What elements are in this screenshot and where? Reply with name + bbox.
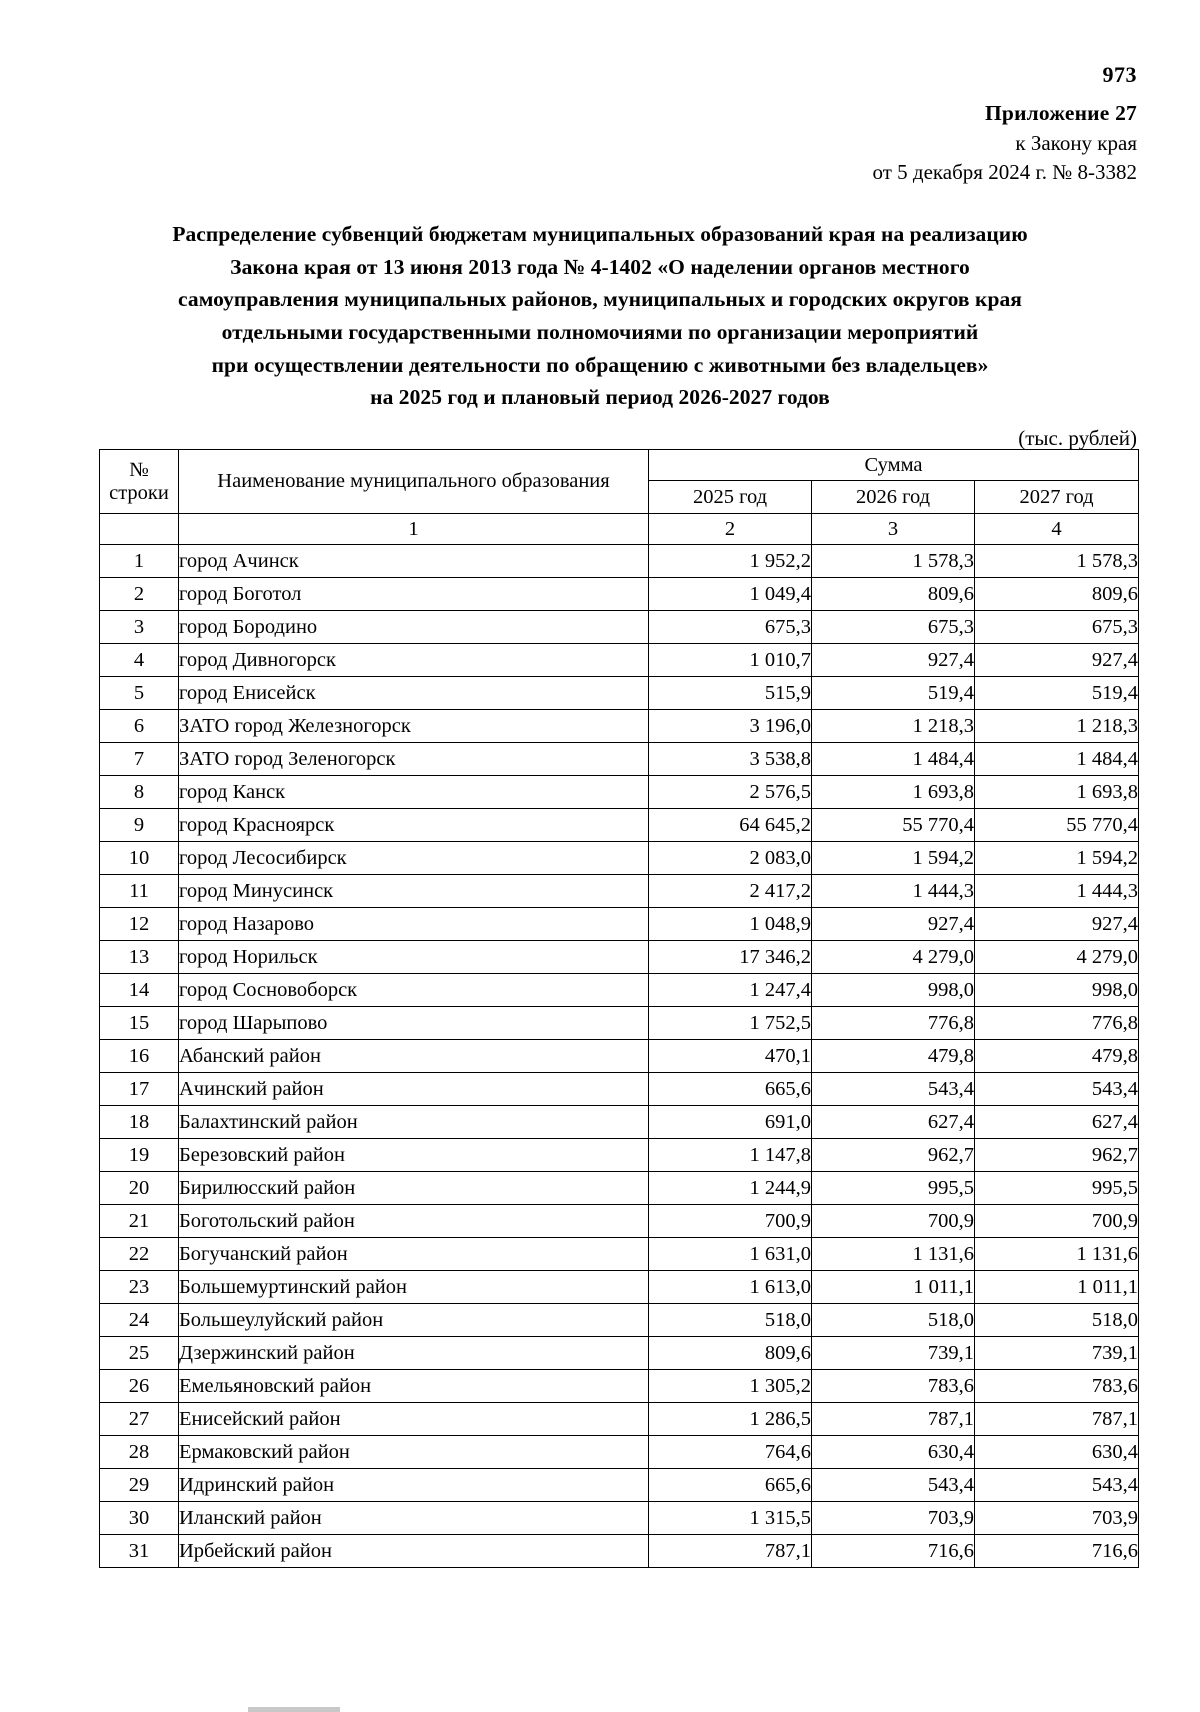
- amount-2027: 809,6: [975, 578, 1139, 611]
- title-line-4: отдельными государственными полномочиями по организации мероприятий: [221, 320, 979, 345]
- row-number: 29: [100, 1469, 179, 1502]
- table-row: [100, 578, 1139, 611]
- column-number-2026: 3: [812, 514, 975, 545]
- table-row: [100, 1370, 1139, 1403]
- page-number: 973: [1102, 62, 1137, 87]
- amount-2026: 1 578,3: [812, 545, 975, 578]
- amount-2026: 962,7: [812, 1139, 975, 1172]
- amount-2026: 787,1: [812, 1403, 975, 1436]
- municipality-name: Балахтинский район: [179, 1106, 649, 1139]
- amount-2026: 1 011,1: [812, 1271, 975, 1304]
- column-number-blank: [100, 514, 179, 545]
- amount-2027: 776,8: [975, 1007, 1139, 1040]
- amount-2027: 739,1: [975, 1337, 1139, 1370]
- municipality-name: город Назарово: [179, 908, 649, 941]
- amount-2026: 543,4: [812, 1073, 975, 1106]
- amount-2027: 1 693,8: [975, 776, 1139, 809]
- amount-2027: 1 594,2: [975, 842, 1139, 875]
- table-row: [100, 1436, 1139, 1469]
- amount-2027: 1 131,6: [975, 1238, 1139, 1271]
- table-row: [100, 1238, 1139, 1271]
- table-row: [100, 1337, 1139, 1370]
- amount-2027: 1 218,3: [975, 710, 1139, 743]
- row-number: 7: [100, 743, 179, 776]
- amount-2027: 703,9: [975, 1502, 1139, 1535]
- municipality-name: Идринский район: [179, 1469, 649, 1502]
- row-number: 4: [100, 644, 179, 677]
- municipality-name: город Ачинск: [179, 545, 649, 578]
- scan-artifact: [248, 1707, 340, 1712]
- amount-2026: 703,9: [812, 1502, 975, 1535]
- amount-2025: 1 631,0: [649, 1238, 812, 1271]
- row-number: 16: [100, 1040, 179, 1073]
- amount-2025: 1 315,5: [649, 1502, 812, 1535]
- table-row: [100, 1469, 1139, 1502]
- amount-2025: 17 346,2: [649, 941, 812, 974]
- municipality-name: город Минусинск: [179, 875, 649, 908]
- row-number: 28: [100, 1436, 179, 1469]
- amount-2026: 927,4: [812, 644, 975, 677]
- units-note: (тыс. рублей): [1018, 426, 1137, 450]
- page-title: [100, 218, 1100, 414]
- amount-2026: 995,5: [812, 1172, 975, 1205]
- column-number-2027: 4: [975, 514, 1139, 545]
- amount-2026: 479,8: [812, 1040, 975, 1073]
- amount-2026: 700,9: [812, 1205, 975, 1238]
- municipality-name: город Сосновоборск: [179, 974, 649, 1007]
- title-line-1: Распределение субвенций бюджетам муниципальных образований края на реализацию: [172, 222, 1028, 246]
- table-row: [100, 1172, 1139, 1205]
- header-row-number: [100, 450, 179, 514]
- table-row: [100, 1205, 1139, 1238]
- row-number: 8: [100, 776, 179, 809]
- amount-2026: 783,6: [812, 1370, 975, 1403]
- amount-2026: 739,1: [812, 1337, 975, 1370]
- row-number: 5: [100, 677, 179, 710]
- amount-2025: 1 952,2: [649, 545, 812, 578]
- municipality-name: Ермаковский район: [179, 1436, 649, 1469]
- municipality-name: город Красноярск: [179, 809, 649, 842]
- row-number: 21: [100, 1205, 179, 1238]
- table-row: [100, 1073, 1139, 1106]
- amount-2025: 675,3: [649, 611, 812, 644]
- table-row: [100, 941, 1139, 974]
- municipality-name: Ачинский район: [179, 1073, 649, 1106]
- amount-2027: 962,7: [975, 1139, 1139, 1172]
- table-row: [100, 743, 1139, 776]
- amount-2027: 55 770,4: [975, 809, 1139, 842]
- amount-2026: 675,3: [812, 611, 975, 644]
- amount-2025: 1 049,4: [649, 578, 812, 611]
- amount-2025: 518,0: [649, 1304, 812, 1337]
- amount-2027: 543,4: [975, 1073, 1139, 1106]
- amount-2026: 1 131,6: [812, 1238, 975, 1271]
- amount-2025: 1 752,5: [649, 1007, 812, 1040]
- row-number: 14: [100, 974, 179, 1007]
- amount-2027: 1 578,3: [975, 545, 1139, 578]
- table-row: [100, 710, 1139, 743]
- amount-2027: 1 444,3: [975, 875, 1139, 908]
- header-sum: Сумма: [649, 450, 1139, 481]
- amount-2026: 998,0: [812, 974, 975, 1007]
- row-number: 30: [100, 1502, 179, 1535]
- table-row: [100, 1403, 1139, 1436]
- table-row: [100, 809, 1139, 842]
- row-number: 20: [100, 1172, 179, 1205]
- header-year-2025: 2025 год: [649, 481, 812, 514]
- municipality-name: город Шарыпово: [179, 1007, 649, 1040]
- municipality-name: город Лесосибирск: [179, 842, 649, 875]
- municipality-name: Дзержинский район: [179, 1337, 649, 1370]
- amount-2027: 479,8: [975, 1040, 1139, 1073]
- row-number: 11: [100, 875, 179, 908]
- amount-2026: 627,4: [812, 1106, 975, 1139]
- row-number: 23: [100, 1271, 179, 1304]
- amount-2025: 1 010,7: [649, 644, 812, 677]
- municipality-name: ЗАТО город Железногорск: [179, 710, 649, 743]
- table-row: [100, 677, 1139, 710]
- title-line-6: на 2025 год и плановый период 2026-2027 годов: [370, 385, 830, 410]
- column-number-2025: 2: [649, 514, 812, 545]
- amount-2027: 1 484,4: [975, 743, 1139, 776]
- amount-2025: 3 196,0: [649, 710, 812, 743]
- amount-2026: 1 444,3: [812, 875, 975, 908]
- amount-2025: 764,6: [649, 1436, 812, 1469]
- row-number: 18: [100, 1106, 179, 1139]
- amount-2027: 543,4: [975, 1469, 1139, 1502]
- table-row: [100, 1007, 1139, 1040]
- amount-2025: 665,6: [649, 1073, 812, 1106]
- column-number-name: 1: [179, 514, 649, 545]
- municipality-name: Богучанский район: [179, 1238, 649, 1271]
- header-row-number-line1: №: [129, 458, 149, 481]
- amount-2025: 1 286,5: [649, 1403, 812, 1436]
- table-row: [100, 1139, 1139, 1172]
- amount-2025: 515,9: [649, 677, 812, 710]
- amount-2026: 4 279,0: [812, 941, 975, 974]
- amount-2026: 1 693,8: [812, 776, 975, 809]
- municipality-name: город Норильск: [179, 941, 649, 974]
- table-row: [100, 1502, 1139, 1535]
- amount-2026: 776,8: [812, 1007, 975, 1040]
- amount-2025: 700,9: [649, 1205, 812, 1238]
- row-number: 26: [100, 1370, 179, 1403]
- amount-2025: 2 576,5: [649, 776, 812, 809]
- title-line-2: Закона края от 13 июня 2013 года № 4-1402 «О наделении органов местного: [230, 254, 970, 279]
- law-date-label: от 5 декабря 2024 г. № 8-3382: [872, 160, 1137, 185]
- amount-2025: 64 645,2: [649, 809, 812, 842]
- amount-2025: 1 147,8: [649, 1139, 812, 1172]
- amount-2026: 518,0: [812, 1304, 975, 1337]
- column-number-row: [100, 514, 1139, 545]
- municipality-name: Абанский район: [179, 1040, 649, 1073]
- amount-2027: 4 279,0: [975, 941, 1139, 974]
- row-number: 6: [100, 710, 179, 743]
- header-year-2027: 2027 год: [975, 481, 1139, 514]
- row-number: 9: [100, 809, 179, 842]
- table-row: [100, 974, 1139, 1007]
- amount-2027: 1 011,1: [975, 1271, 1139, 1304]
- amount-2025: 2 417,2: [649, 875, 812, 908]
- amount-2027: 787,1: [975, 1403, 1139, 1436]
- amount-2026: 630,4: [812, 1436, 975, 1469]
- municipality-name: Боготольский район: [179, 1205, 649, 1238]
- amount-2027: 630,4: [975, 1436, 1139, 1469]
- table-row: [100, 644, 1139, 677]
- approval-block: [873, 98, 1137, 188]
- amount-2025: 1 048,9: [649, 908, 812, 941]
- amount-2026: 927,4: [812, 908, 975, 941]
- row-number: 19: [100, 1139, 179, 1172]
- municipality-name: город Боготол: [179, 578, 649, 611]
- table-header-row-1: [100, 450, 1139, 481]
- amount-2026: 1 218,3: [812, 710, 975, 743]
- amount-2025: 1 613,0: [649, 1271, 812, 1304]
- table-row: [100, 1271, 1139, 1304]
- amount-2027: 995,5: [975, 1172, 1139, 1205]
- municipality-name: Бирилюсский район: [179, 1172, 649, 1205]
- row-number: 13: [100, 941, 179, 974]
- amount-2027: 518,0: [975, 1304, 1139, 1337]
- amount-2026: 1 594,2: [812, 842, 975, 875]
- row-number: 12: [100, 908, 179, 941]
- row-number: 1: [100, 545, 179, 578]
- municipality-name: Енисейский район: [179, 1403, 649, 1436]
- amount-2026: 716,6: [812, 1535, 975, 1568]
- amount-2027: 998,0: [975, 974, 1139, 1007]
- amount-2026: 1 484,4: [812, 743, 975, 776]
- row-number: 2: [100, 578, 179, 611]
- amount-2025: 809,6: [649, 1337, 812, 1370]
- table-row: [100, 908, 1139, 941]
- amount-2025: 787,1: [649, 1535, 812, 1568]
- table-row: [100, 1535, 1139, 1568]
- amount-2027: 927,4: [975, 644, 1139, 677]
- municipality-name: Большеулуйский район: [179, 1304, 649, 1337]
- budget-table: [99, 449, 1139, 1568]
- table-row: [100, 875, 1139, 908]
- municipality-name: город Канск: [179, 776, 649, 809]
- table-row: [100, 1304, 1139, 1337]
- amount-2027: 700,9: [975, 1205, 1139, 1238]
- municipality-name: город Дивногорск: [179, 644, 649, 677]
- table-row: [100, 1106, 1139, 1139]
- amount-2025: 1 305,2: [649, 1370, 812, 1403]
- row-number: 17: [100, 1073, 179, 1106]
- header-row-number-line2: строки: [109, 481, 169, 504]
- municipality-name: Ирбейский район: [179, 1535, 649, 1568]
- table-header: [100, 450, 1139, 514]
- table-body: [100, 514, 1139, 1568]
- amount-2025: 691,0: [649, 1106, 812, 1139]
- title-line-5: при осуществлении деятельности по обращению с животными без владельцев»: [211, 352, 989, 377]
- row-number: 31: [100, 1535, 179, 1568]
- municipality-name: Большемуртинский район: [179, 1271, 649, 1304]
- amount-2027: 716,6: [975, 1535, 1139, 1568]
- municipality-name: ЗАТО город Зеленогорск: [179, 743, 649, 776]
- amount-2026: 809,6: [812, 578, 975, 611]
- municipality-name: город Енисейск: [179, 677, 649, 710]
- row-number: 22: [100, 1238, 179, 1271]
- amount-2026: 543,4: [812, 1469, 975, 1502]
- amount-2027: 675,3: [975, 611, 1139, 644]
- amount-2027: 927,4: [975, 908, 1139, 941]
- amount-2027: 519,4: [975, 677, 1139, 710]
- row-number: 25: [100, 1337, 179, 1370]
- row-number: 15: [100, 1007, 179, 1040]
- amount-2025: 1 244,9: [649, 1172, 812, 1205]
- header-municipality-name: Наименование муниципального образования: [179, 450, 649, 514]
- amount-2026: 55 770,4: [812, 809, 975, 842]
- table-row: [100, 1040, 1139, 1073]
- row-number: 3: [100, 611, 179, 644]
- municipality-name: Березовский район: [179, 1139, 649, 1172]
- amount-2025: 665,6: [649, 1469, 812, 1502]
- municipality-name: Иланский район: [179, 1502, 649, 1535]
- row-number: 27: [100, 1403, 179, 1436]
- table-row: [100, 545, 1139, 578]
- amount-2027: 627,4: [975, 1106, 1139, 1139]
- header-year-2026: 2026 год: [812, 481, 975, 514]
- amount-2025: 2 083,0: [649, 842, 812, 875]
- amount-2025: 3 538,8: [649, 743, 812, 776]
- row-number: 10: [100, 842, 179, 875]
- title-line-3: самоуправления муниципальных районов, муниципальных и городских округов края: [178, 287, 1022, 312]
- municipality-name: Емельяновский район: [179, 1370, 649, 1403]
- amount-2027: 783,6: [975, 1370, 1139, 1403]
- to-law-label: к Закону края: [1015, 130, 1137, 155]
- amount-2025: 1 247,4: [649, 974, 812, 1007]
- row-number: 24: [100, 1304, 179, 1337]
- appendix-label: Приложение 27: [985, 101, 1137, 125]
- budget-table-container: [99, 449, 1138, 1568]
- table-row: [100, 611, 1139, 644]
- amount-2025: 470,1: [649, 1040, 812, 1073]
- municipality-name: город Бородино: [179, 611, 649, 644]
- table-row: [100, 776, 1139, 809]
- amount-2026: 519,4: [812, 677, 975, 710]
- table-row: [100, 842, 1139, 875]
